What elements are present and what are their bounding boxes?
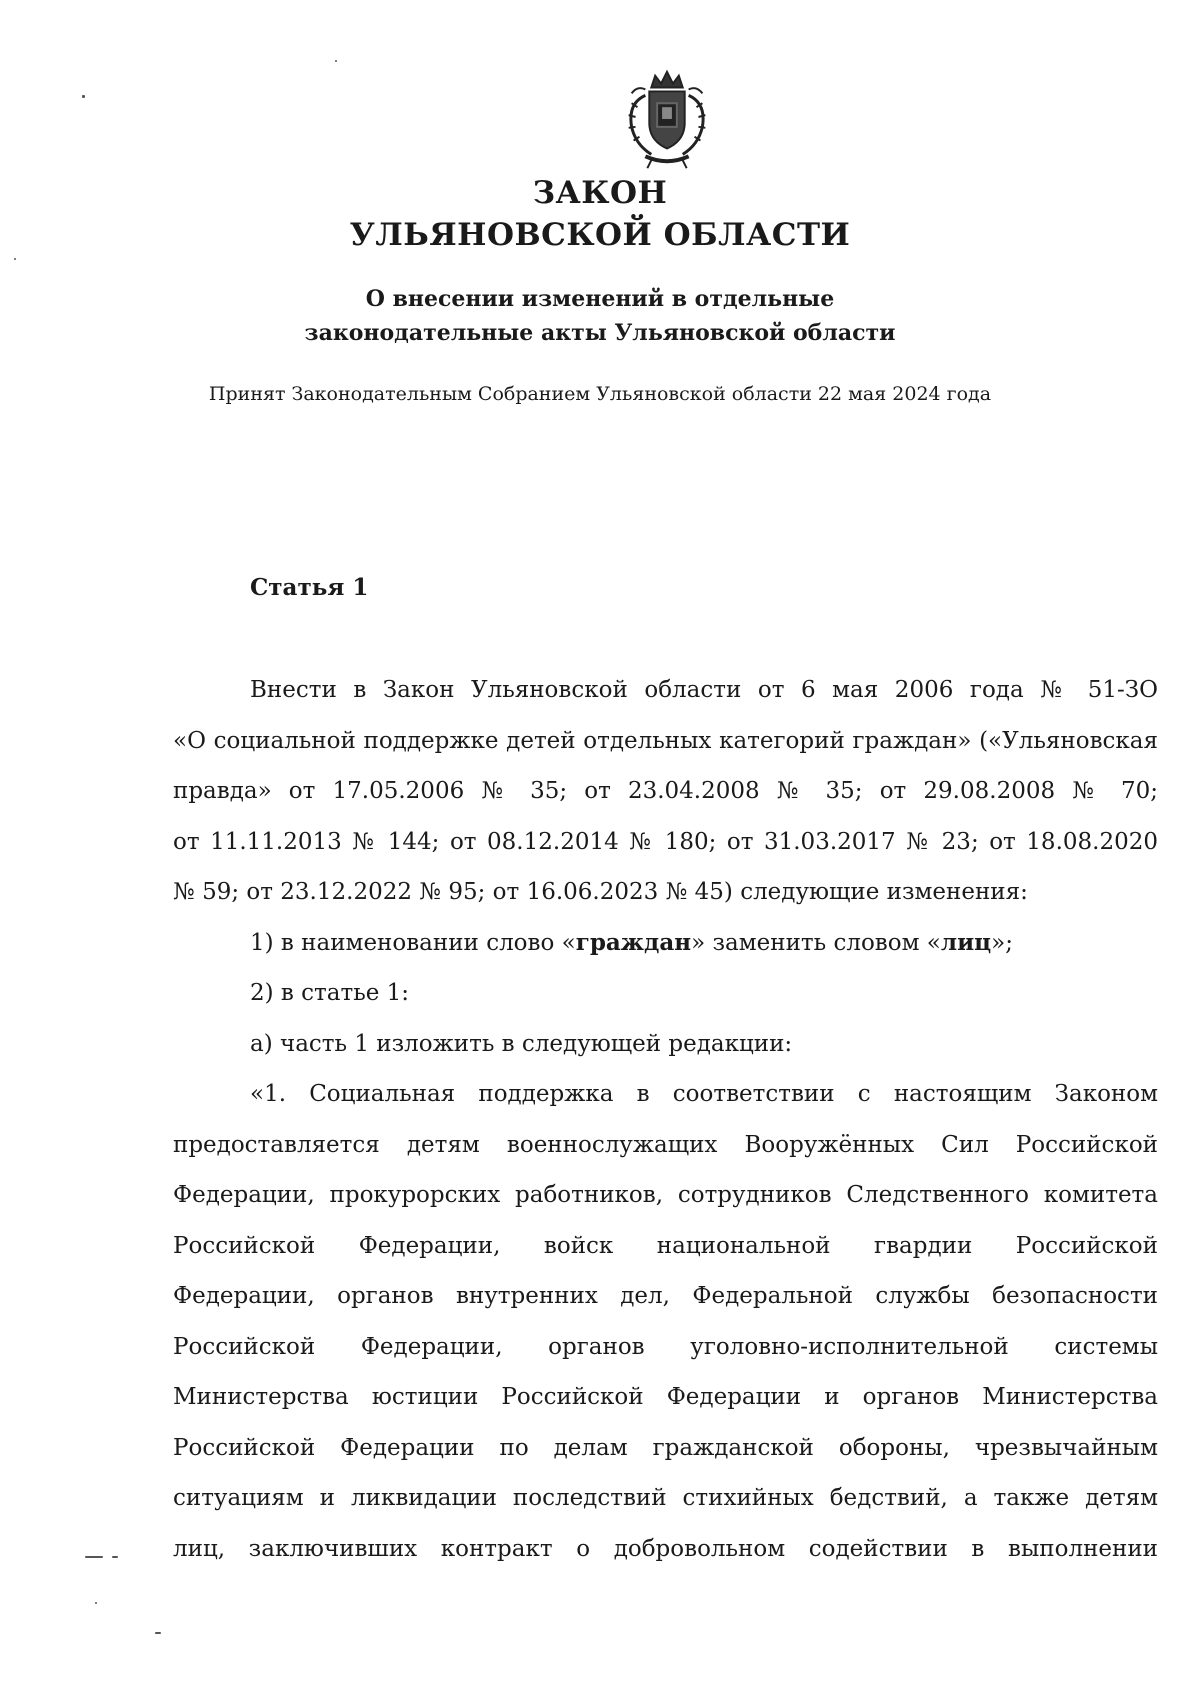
item-1: [173, 918, 1158, 969]
title-line-2: УЛЬЯНОВСКОЙ ОБЛАСТИ: [349, 217, 851, 253]
quote-line: Российской Федерации, органов уголовно-исполнительной системы: [173, 1333, 1158, 1360]
item-1-suffix: »;: [991, 929, 1013, 956]
intro-line: от 11.11.2013 № 144; от 08.12.2014 № 180; от 31.03.2017 № 23; от 18.08.2020: [173, 828, 1158, 855]
article-heading: Статья 1: [250, 574, 369, 601]
quote-line: Федерации, прокурорских работников, сотрудников Следственного комитета: [173, 1182, 1158, 1208]
quote-line: ситуациям и ликвидации последствий стихийных бедствий, а также детям: [173, 1485, 1158, 1511]
item-1-prefix: 1) в наименовании слово «: [250, 929, 576, 956]
coat-of-arms-icon: [608, 58, 726, 176]
scan-speck: [14, 258, 16, 260]
document-title: [0, 172, 1200, 256]
item-2a: а) часть 1 изложить в следующей редакции:: [250, 1030, 793, 1057]
intro-line: правда» от 17.05.2006 № 35; от 23.04.2008 № 35; от 29.08.2008 № 70;: [173, 778, 1158, 804]
quote-line: Министерства юстиции Российской Федерации и органов Министерства: [173, 1384, 1158, 1410]
title-line-1: ЗАКОН: [532, 175, 668, 211]
scan-speck: [85, 1556, 103, 1558]
subtitle-line-2: законодательные акты Ульяновской области: [304, 320, 896, 346]
quote-line: Российской Федерации, войск национальной гвардии Российской: [173, 1232, 1158, 1259]
quote-line: Российской Федерации по делам гражданской обороны, чрезвычайным: [173, 1434, 1158, 1461]
intro-line: № 59; от 23.12.2022 № 95; от 16.06.2023 № 45) следующие изменения:: [173, 879, 1028, 905]
article-body: [173, 665, 1158, 1574]
quote-line: лиц, заключивших контракт о добровольном содействии в выполнении: [173, 1535, 1158, 1562]
scan-speck: [82, 95, 85, 98]
quote-line: Федерации, органов внутренних дел, Федеральной службы безопасности: [173, 1283, 1158, 1309]
item-2: 2) в статье 1:: [250, 980, 410, 1006]
intro-line: Внести в Закон Ульяновской области от 6 мая 2006 года № 51-ЗО: [250, 677, 1158, 703]
item-1-new-word: лиц: [940, 928, 992, 956]
item-1-middle: » заменить словом «: [691, 929, 941, 956]
subtitle-line-1: О внесении изменений в отдельные: [365, 286, 835, 312]
intro-paragraph: [173, 665, 1158, 918]
item-1-old-word: граждан: [575, 928, 692, 956]
quote-line: «1. Социальная поддержка в соответствии с настоящим Законом: [250, 1081, 1158, 1107]
quote-line: предоставляется детям военнослужащих Вооружённых Сил Российской: [173, 1131, 1158, 1158]
scan-speck: [155, 1632, 161, 1634]
scan-speck: [95, 1602, 97, 1604]
scan-speck: [335, 60, 337, 62]
document-subtitle: [0, 282, 1200, 350]
quoted-paragraph: [173, 1069, 1158, 1574]
adoption-note: Принят Законодательным Собранием Ульяновской области 22 мая 2024 года: [208, 383, 992, 405]
intro-line: «О социальной поддержке детей отдельных категорий граждан» («Ульяновская: [173, 727, 1158, 754]
scan-speck: [112, 1556, 118, 1558]
